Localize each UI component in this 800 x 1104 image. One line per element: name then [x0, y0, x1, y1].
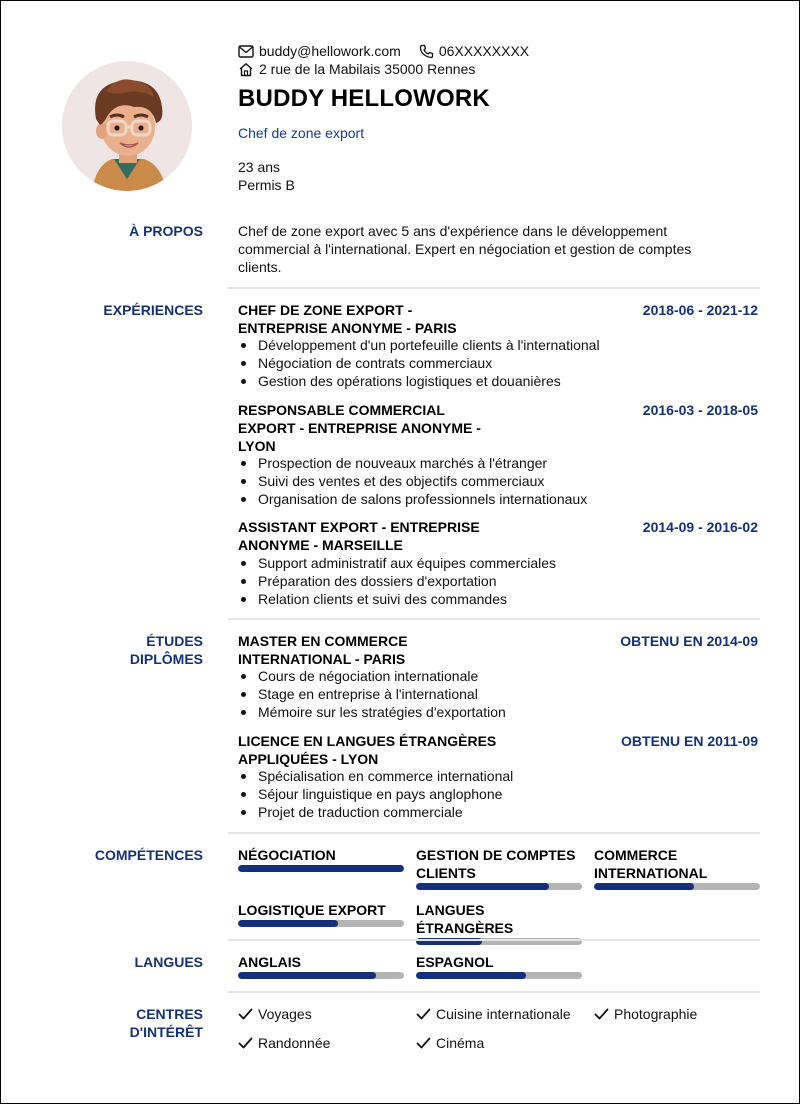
- hobby-label: Photographie: [614, 1006, 698, 1022]
- hobby-item: [238, 1005, 312, 1023]
- list-item: Gestion des opérations logistiques et douanières: [238, 372, 600, 390]
- language-bar: [416, 972, 582, 979]
- skill-bar-fill: [416, 883, 549, 890]
- list-item: Projet de traduction commerciale: [238, 803, 513, 821]
- experience-title-line: EXPORT - ENTREPRISE ANONYME -: [238, 420, 481, 436]
- skill-bar: [594, 883, 760, 890]
- experience-title-line: CHEF DE ZONE EXPORT -: [238, 302, 413, 318]
- experience-title-line: LYON: [238, 438, 276, 454]
- experience-title: [238, 518, 480, 554]
- skill-bar-fill: [594, 883, 694, 890]
- skill-label: LOGISTIQUE EXPORT: [238, 902, 386, 918]
- language-bar: [238, 972, 404, 979]
- education-title-line: LICENCE EN LANGUES ÉTRANGÈRES: [238, 733, 497, 749]
- skill-label: COMMERCE INTERNATIONAL: [594, 847, 708, 881]
- skill-item: [238, 901, 404, 927]
- section-label-line: CENTRES: [136, 1006, 203, 1022]
- hobby-item: [416, 1034, 484, 1052]
- divider: [228, 618, 760, 620]
- skill-item: [416, 846, 582, 890]
- list-item: Prospection de nouveaux marchés à l'étranger: [238, 454, 587, 472]
- hobby-label: Randonnée: [258, 1035, 331, 1051]
- driving-license: Permis B: [238, 177, 295, 193]
- divider: [228, 991, 760, 993]
- section-label-education: [130, 632, 203, 668]
- checkmark-icon: [238, 1008, 253, 1020]
- skill-label: LANGUES ÉTRANGÈRES: [416, 902, 514, 936]
- list-item: Relation clients et suivi des commandes: [238, 590, 556, 608]
- hobby-label: Voyages: [258, 1006, 312, 1022]
- experience-title-line: ENTREPRISE ANONYME - PARIS: [238, 320, 457, 336]
- skill-label: NÉGOCIATION: [238, 847, 336, 863]
- experience-title-line: ASSISTANT EXPORT - ENTREPRISE: [238, 519, 480, 535]
- skill-bar-fill: [238, 865, 404, 872]
- section-label-skills: COMPÉTENCES: [94, 847, 203, 863]
- candidate-name: BUDDY HELLOWORK: [238, 85, 490, 112]
- address-item: [238, 60, 475, 78]
- skill-bar: [416, 883, 582, 890]
- experience-date: 2018-06 - 2021-12: [642, 302, 758, 318]
- job-title: Chef de zone export: [238, 125, 365, 141]
- checkmark-icon: [594, 1008, 609, 1020]
- checkmark-icon: [416, 1008, 431, 1020]
- language-label: ESPAGNOL: [416, 954, 494, 970]
- education-title-line: APPLIQUÉES - LYON: [238, 751, 379, 767]
- experience-title-line: RESPONSABLE COMMERCIAL: [238, 402, 445, 418]
- education-bullets: [238, 667, 506, 721]
- section-label-about: À PROPOS: [129, 223, 203, 239]
- avatar-illustration: [62, 61, 192, 191]
- section-label-experiences: EXPÉRIENCES: [103, 302, 203, 318]
- skill-bar: [238, 865, 404, 872]
- education-title-line: MASTER EN COMMERCE: [238, 633, 408, 649]
- education-date: OBTENU EN 2011-09: [621, 733, 758, 749]
- list-item: Séjour linguistique en pays anglophone: [238, 785, 513, 803]
- contact-line-address: [238, 60, 489, 78]
- checkmark-icon: [416, 1037, 431, 1049]
- experience-bullets: [238, 454, 587, 508]
- email-text: buddy@hellowork.com: [259, 43, 401, 59]
- list-item: Spécialisation en commerce international: [238, 767, 513, 785]
- skill-bar: [238, 920, 404, 927]
- language-item: [238, 953, 404, 979]
- phone-icon: [419, 44, 434, 59]
- hobby-item: [594, 1005, 697, 1023]
- experience-date: 2014-09 - 2016-02: [642, 519, 758, 535]
- language-label: ANGLAIS: [238, 954, 301, 970]
- education-title-line: INTERNATIONAL - PARIS: [238, 651, 406, 667]
- section-label-languages: LANGUES: [134, 954, 203, 970]
- skill-item: [594, 846, 760, 890]
- list-item: Mémoire sur les stratégies d'exportation: [238, 703, 506, 721]
- education-bullets: [238, 767, 513, 821]
- skill-label: GESTION DE COMPTES CLIENTS: [416, 847, 576, 881]
- section-label-hobbies: [130, 1005, 203, 1041]
- hobby-label: Cinéma: [436, 1035, 485, 1051]
- avatar: [62, 61, 192, 191]
- list-item: Stage en entreprise à l'international: [238, 685, 506, 703]
- education-title: [238, 632, 408, 668]
- home-icon: [238, 62, 254, 77]
- contact-line-primary: [238, 42, 543, 60]
- experience-title-line: ANONYME - MARSEILLE: [238, 537, 403, 553]
- skill-item: [238, 846, 404, 872]
- list-item: Développement d'un portefeuille clients à l'international: [238, 336, 600, 354]
- section-label-line: ÉTUDES: [146, 633, 203, 649]
- list-item: Cours de négociation internationale: [238, 667, 506, 685]
- email-item[interactable]: [238, 42, 401, 60]
- language-item: [416, 953, 582, 979]
- skill-bar-fill: [238, 920, 338, 927]
- experience-title: [238, 401, 481, 455]
- experience-bullets: [238, 554, 556, 608]
- checkmark-icon: [238, 1037, 253, 1049]
- list-item: Suivi des ventes et des objectifs commerciaux: [238, 472, 587, 490]
- hobby-item: [416, 1005, 571, 1023]
- language-bar-fill: [416, 972, 526, 979]
- about-text: Chef de zone export avec 5 ans d'expérience dans le développement commercial à l'international. Expert en négociation et gestion de comptes clients.: [238, 223, 692, 275]
- phone-text: 06XXXXXXXX: [438, 43, 530, 59]
- experience-title: [238, 301, 457, 337]
- section-label-line: D'INTÉRÊT: [129, 1024, 203, 1040]
- list-item: Préparation des dossiers d'exportation: [238, 572, 556, 590]
- list-item: Support administratif aux équipes commerciales: [238, 554, 556, 572]
- phone-item[interactable]: [419, 42, 529, 60]
- divider: [228, 287, 760, 289]
- experience-bullets: [238, 336, 600, 390]
- envelope-icon: [238, 45, 254, 58]
- list-item: Négociation de contrats commerciaux: [238, 354, 600, 372]
- section-label-line: DIPLÔMES: [129, 651, 203, 667]
- divider: [228, 832, 760, 834]
- experience-date: 2016-03 - 2018-05: [642, 402, 758, 418]
- education-date: OBTENU EN 2014-09: [620, 633, 758, 649]
- age: 23 ans: [238, 159, 281, 175]
- list-item: Organisation de salons professionnels internationaux: [238, 490, 587, 508]
- hobby-label: Cuisine internationale: [436, 1006, 571, 1022]
- education-title: [238, 732, 496, 768]
- address-text: 2 rue de la Mabilais 35000 Rennes: [259, 61, 476, 77]
- language-bar-fill: [238, 972, 376, 979]
- hobby-item: [238, 1034, 330, 1052]
- divider: [228, 939, 760, 941]
